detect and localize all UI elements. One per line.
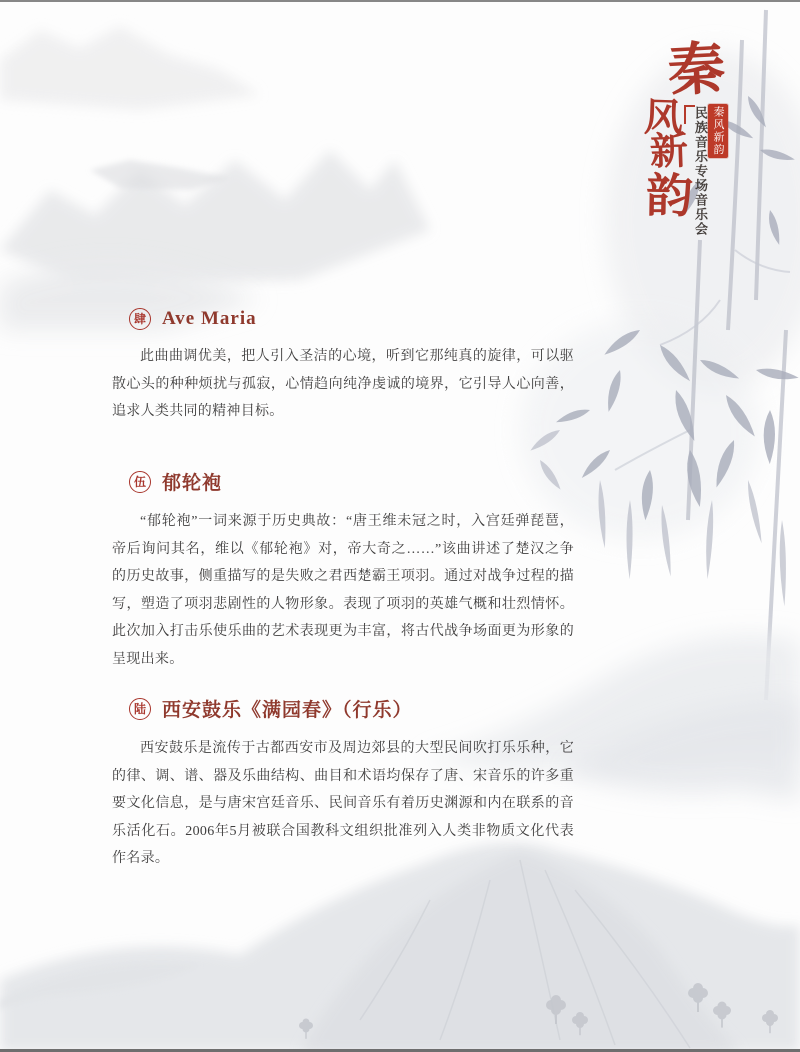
section-number-badge: 肆 [129,308,151,330]
seal-stamp-icon: 秦风新韵 [708,104,728,158]
page-edge-top [0,0,800,2]
calligraphy-char-feng: 风 [643,96,684,141]
concert-subtitle: 民族音乐专场音乐会 [693,106,708,237]
section-heading [112,308,574,330]
section-number-badge: 陆 [129,698,151,720]
section-heading [112,695,574,722]
section-body: “郁轮袍”一词来源于历史典故：“唐王维未冠之时，入宫廷弹琵琶，帝后询问其名，维以《郁轮袍》对，帝大奇之……”该曲讲述了楚汉之争的历史故事，侧重描写的是失败之君西楚霸王项羽。通过对战争过程的描写，塑造了项羽悲剧性的人物形象。表现了项羽的英雄气概和壮烈情怀。此次加入打击乐使乐曲的艺术表现更为丰富，将古代战争场面更为形象的呈现出来。 [112,514,574,667]
section-title: 郁轮袍 [162,473,223,494]
section-body: 此曲曲调优美，把人引入圣洁的心境，听到它那纯真的旋律，可以驱散心头的种种烦扰与孤寂，心情趋向纯净虔诚的境界，它引导人心向善，追求人类共同的精神目标。 [112,349,574,419]
calligraphy-char-qin: 秦 [666,37,727,104]
section-title: Ave Maria [162,308,257,329]
section-body: 西安鼓乐是流传于古都西安市及周边郊县的大型民间吹打乐乐种，它的律、调、谱、器及乐曲结构、曲目和术语均保存了唐、宋音乐的许多重要文化信息，是与唐宋宫廷音乐、民间音乐有着历史渊源和内在联系的音乐活化石。2006年5月被联合国教科文组织批准列入人类非物质文化代表作名录。 [112,741,574,866]
program-section-4 [112,308,574,426]
section-title: 西安鼓乐《满园春》（行乐） [162,700,413,721]
calligraphy-char-xin: 新 [649,130,689,174]
section-number-badge: 伍 [129,471,151,493]
program-section-6 [112,695,574,873]
calligraphy-char-yun: 韵 [645,170,694,224]
section-heading [112,468,574,495]
program-section-5 [112,468,574,673]
